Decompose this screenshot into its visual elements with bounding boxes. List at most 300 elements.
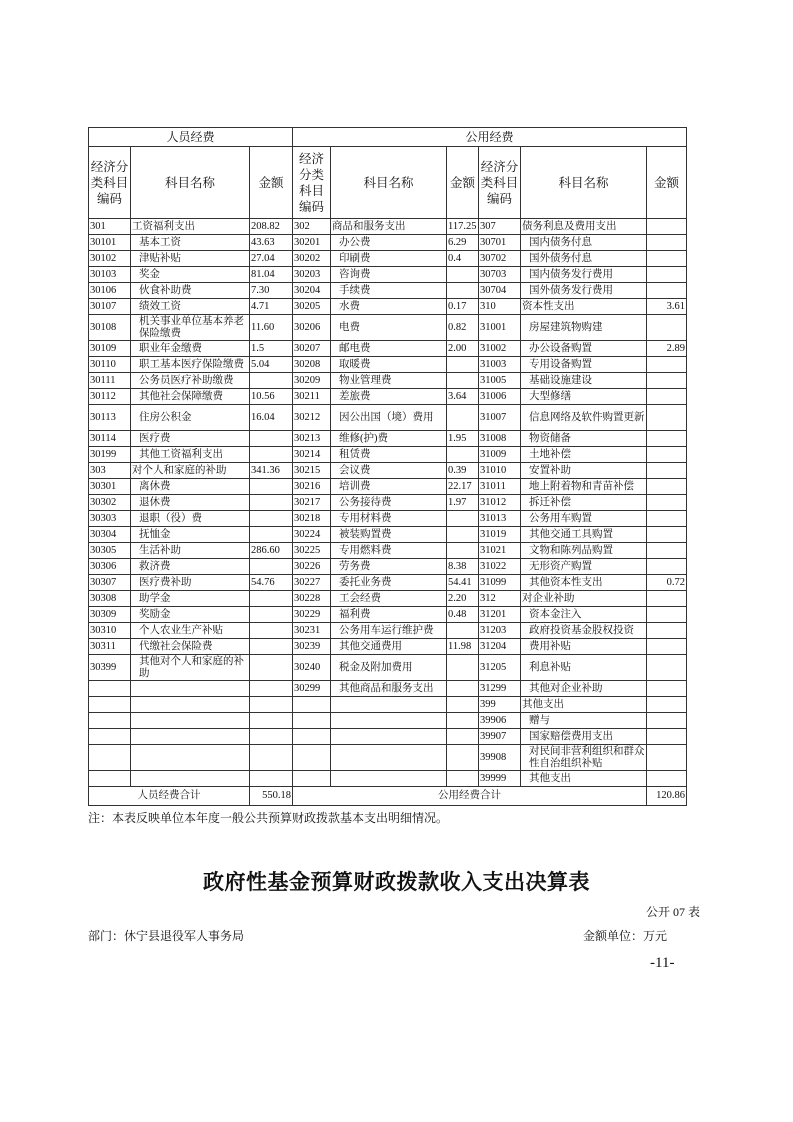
cell-code: 39906 <box>479 713 521 729</box>
table-row <box>89 447 687 463</box>
cell-amount <box>647 681 687 697</box>
cell-amount <box>250 495 293 511</box>
cell-code <box>293 771 331 787</box>
cell-amount <box>647 591 687 607</box>
cell-amount <box>647 357 687 373</box>
table-row <box>89 771 687 787</box>
cell-code: 31006 <box>479 389 521 405</box>
cell-amount <box>250 745 293 771</box>
cell-amount <box>647 267 687 283</box>
header-name: 科目名称 <box>331 147 447 219</box>
cell-code: 30304 <box>89 527 131 543</box>
table-row <box>89 299 687 315</box>
cell-code: 30399 <box>89 655 131 681</box>
cell-name: 咨询费 <box>331 267 447 283</box>
cell-name: 其他支出 <box>521 697 647 713</box>
cell-code <box>89 697 131 713</box>
table-row <box>89 283 687 299</box>
cell-amount <box>250 447 293 463</box>
table-row <box>89 607 687 623</box>
cell-name: 房屋建筑物购建 <box>521 315 647 341</box>
table-row <box>89 315 687 341</box>
cell-code: 31007 <box>479 405 521 431</box>
cell-name <box>331 697 447 713</box>
cell-amount <box>250 591 293 607</box>
cell-code: 30224 <box>293 527 331 543</box>
cell-name: 委托业务费 <box>331 575 447 591</box>
header-amount: 金额 <box>647 147 687 219</box>
cell-code <box>89 745 131 771</box>
cell-amount: 0.72 <box>647 575 687 591</box>
cell-code: 31021 <box>479 543 521 559</box>
cell-amount <box>647 527 687 543</box>
cell-code: 31003 <box>479 357 521 373</box>
cell-amount <box>647 235 687 251</box>
cell-amount <box>647 463 687 479</box>
cell-name: 手续费 <box>331 283 447 299</box>
cell-name: 福利费 <box>331 607 447 623</box>
cell-name: 救济费 <box>131 559 250 575</box>
header-name: 科目名称 <box>131 147 250 219</box>
cell-amount <box>250 431 293 447</box>
cell-amount <box>647 655 687 681</box>
cell-code: 30209 <box>293 373 331 389</box>
amount-unit-label: 金额单位：万元 <box>583 929 668 943</box>
cell-amount <box>447 527 479 543</box>
cell-name: 税金及附加费用 <box>331 655 447 681</box>
cell-code: 30704 <box>479 283 521 299</box>
group-header-public: 公用经费 <box>293 128 687 147</box>
cell-name: 工资福利支出 <box>131 219 250 235</box>
cell-code: 30102 <box>89 251 131 267</box>
total-personnel-amount: 550.18 <box>250 787 293 806</box>
cell-amount: 208.82 <box>250 219 293 235</box>
cell-code: 31012 <box>479 495 521 511</box>
cell-amount <box>250 713 293 729</box>
cell-amount <box>647 389 687 405</box>
cell-code: 30218 <box>293 511 331 527</box>
cell-amount: 22.17 <box>447 479 479 495</box>
cell-code: 30214 <box>293 447 331 463</box>
cell-code: 30229 <box>293 607 331 623</box>
cell-code: 301 <box>89 219 131 235</box>
cell-amount <box>647 697 687 713</box>
cell-code: 30703 <box>479 267 521 283</box>
cell-name: 对个人和家庭的补助 <box>131 463 250 479</box>
cell-name: 地上附着物和青苗补偿 <box>521 479 647 495</box>
cell-amount <box>250 655 293 681</box>
cell-name: 基础设施建设 <box>521 373 647 389</box>
cell-code: 31011 <box>479 479 521 495</box>
table-row <box>89 713 687 729</box>
cell-name: 公务用车购置 <box>521 511 647 527</box>
cell-name: 电费 <box>331 315 447 341</box>
cell-amount: 0.48 <box>447 607 479 623</box>
cell-name <box>331 745 447 771</box>
cell-name: 办公费 <box>331 235 447 251</box>
cell-name: 被装购置费 <box>331 527 447 543</box>
cell-code: 30226 <box>293 559 331 575</box>
cell-amount <box>250 511 293 527</box>
table-row <box>89 405 687 431</box>
cell-amount <box>647 771 687 787</box>
cell-amount <box>250 681 293 697</box>
table-row <box>89 431 687 447</box>
table-row <box>89 559 687 575</box>
cell-code: 30217 <box>293 495 331 511</box>
cell-code: 312 <box>479 591 521 607</box>
table-row <box>89 341 687 357</box>
cell-name: 租赁费 <box>331 447 447 463</box>
cell-name: 信息网络及软件购置更新 <box>521 405 647 431</box>
cell-name: 文物和陈列品购置 <box>521 543 647 559</box>
cell-name: 拆迁补偿 <box>521 495 647 511</box>
cell-name: 维修(护)费 <box>331 431 447 447</box>
header-code: 经济分类科目编码 <box>89 147 131 219</box>
cell-amount <box>250 771 293 787</box>
cell-code: 31099 <box>479 575 521 591</box>
cell-amount <box>447 771 479 787</box>
cell-name <box>131 745 250 771</box>
cell-code: 30108 <box>89 315 131 341</box>
cell-code: 30107 <box>89 299 131 315</box>
cell-code: 30309 <box>89 607 131 623</box>
cell-amount <box>647 219 687 235</box>
cell-code: 31201 <box>479 607 521 623</box>
cell-name: 安置补助 <box>521 463 647 479</box>
cell-code: 30205 <box>293 299 331 315</box>
cell-amount <box>647 607 687 623</box>
cell-amount: 54.41 <box>447 575 479 591</box>
department-label: 部门：休宁县退役军人事务局 <box>88 929 245 943</box>
cell-code: 30110 <box>89 357 131 373</box>
cell-name: 邮电费 <box>331 341 447 357</box>
cell-amount: 3.61 <box>647 299 687 315</box>
cell-code: 31005 <box>479 373 521 389</box>
page-number: -11- <box>650 955 675 971</box>
cell-name: 办公设备购置 <box>521 341 647 357</box>
table-row <box>89 729 687 745</box>
basic-expenditure-table <box>88 127 687 806</box>
cell-amount: 0.39 <box>447 463 479 479</box>
cell-code: 30310 <box>89 623 131 639</box>
cell-name: 其他交通工具购置 <box>521 527 647 543</box>
cell-code <box>293 745 331 771</box>
cell-amount <box>647 431 687 447</box>
cell-code: 30106 <box>89 283 131 299</box>
cell-code: 31010 <box>479 463 521 479</box>
cell-code <box>89 681 131 697</box>
cell-amount: 1.95 <box>447 431 479 447</box>
cell-name: 退休费 <box>131 495 250 511</box>
cell-code: 310 <box>479 299 521 315</box>
cell-name: 个人农业生产补贴 <box>131 623 250 639</box>
cell-name: 其他支出 <box>521 771 647 787</box>
cell-amount: 11.98 <box>447 639 479 655</box>
cell-code: 30303 <box>89 511 131 527</box>
cell-name: 专用设备购置 <box>521 357 647 373</box>
cell-name: 赠与 <box>521 713 647 729</box>
cell-amount: 2.89 <box>647 341 687 357</box>
cell-name: 印刷费 <box>331 251 447 267</box>
cell-code: 30307 <box>89 575 131 591</box>
cell-code <box>293 713 331 729</box>
cell-name: 医疗费补助 <box>131 575 250 591</box>
cell-name: 国外债务发行费用 <box>521 283 647 299</box>
cell-code: 30305 <box>89 543 131 559</box>
cell-amount <box>250 639 293 655</box>
cell-name: 对企业补助 <box>521 591 647 607</box>
cell-code: 31013 <box>479 511 521 527</box>
table-row <box>89 745 687 771</box>
cell-name: 专用燃料费 <box>331 543 447 559</box>
cell-code: 30701 <box>479 235 521 251</box>
cell-amount <box>447 623 479 639</box>
cell-code: 30112 <box>89 389 131 405</box>
cell-name <box>331 771 447 787</box>
cell-amount <box>447 447 479 463</box>
cell-code: 30208 <box>293 357 331 373</box>
header-name: 科目名称 <box>521 147 647 219</box>
cell-name: 政府投资基金股权投资 <box>521 623 647 639</box>
group-header-personnel: 人员经费 <box>89 128 293 147</box>
header-code: 经济分类科目编码 <box>293 147 331 219</box>
cell-amount <box>250 527 293 543</box>
cell-amount <box>447 745 479 771</box>
cell-code: 30199 <box>89 447 131 463</box>
table-row <box>89 591 687 607</box>
table-row <box>89 655 687 681</box>
cell-amount: 6.29 <box>447 235 479 251</box>
cell-name: 国家赔偿费用支出 <box>521 729 647 745</box>
cell-amount: 286.60 <box>250 543 293 559</box>
table-row <box>89 495 687 511</box>
cell-amount <box>250 623 293 639</box>
cell-amount: 10.56 <box>250 389 293 405</box>
cell-name <box>131 681 250 697</box>
cell-amount <box>447 681 479 697</box>
cell-amount: 8.38 <box>447 559 479 575</box>
cell-name: 助学金 <box>131 591 250 607</box>
cell-amount <box>647 479 687 495</box>
cell-code: 303 <box>89 463 131 479</box>
cell-code: 302 <box>293 219 331 235</box>
cell-name: 公务用车运行维护费 <box>331 623 447 639</box>
cell-name: 费用补贴 <box>521 639 647 655</box>
cell-amount: 27.04 <box>250 251 293 267</box>
cell-amount <box>250 607 293 623</box>
cell-amount <box>647 405 687 431</box>
cell-name: 因公出国（境）费用 <box>331 405 447 431</box>
cell-name: 职工基本医疗保险缴费 <box>131 357 250 373</box>
table-row <box>89 527 687 543</box>
cell-code: 30231 <box>293 623 331 639</box>
cell-code: 30215 <box>293 463 331 479</box>
total-public-amount: 120.86 <box>647 787 687 806</box>
cell-code: 31001 <box>479 315 521 341</box>
cell-name: 公务接待费 <box>331 495 447 511</box>
cell-code: 31008 <box>479 431 521 447</box>
table-row <box>89 235 687 251</box>
cell-amount: 4.71 <box>250 299 293 315</box>
cell-name: 医疗费 <box>131 431 250 447</box>
cell-code <box>293 729 331 745</box>
cell-name: 其他商品和服务支出 <box>331 681 447 697</box>
cell-amount <box>647 543 687 559</box>
total-public-label: 公用经费合计 <box>293 787 647 806</box>
cell-code: 30225 <box>293 543 331 559</box>
cell-name: 其他交通费用 <box>331 639 447 655</box>
cell-name <box>131 713 250 729</box>
table-row <box>89 479 687 495</box>
cell-code: 30239 <box>293 639 331 655</box>
table-note: 注：本表反映单位本年度一般公共预算财政拨款基本支出明细情况。 <box>88 811 449 825</box>
cell-code: 30109 <box>89 341 131 357</box>
department-line <box>88 928 700 944</box>
cell-code: 30212 <box>293 405 331 431</box>
table-row <box>89 463 687 479</box>
table-row <box>89 251 687 267</box>
cell-amount <box>647 495 687 511</box>
cell-amount <box>447 357 479 373</box>
cell-code: 31019 <box>479 527 521 543</box>
cell-code: 30201 <box>293 235 331 251</box>
cell-name: 对民间非营利组织和群众性自治组织补贴 <box>521 745 647 771</box>
cell-amount <box>447 543 479 559</box>
cell-name: 津贴补贴 <box>131 251 250 267</box>
table-row <box>89 575 687 591</box>
cell-amount: 7.30 <box>250 283 293 299</box>
cell-name: 其他社会保障缴费 <box>131 389 250 405</box>
cell-name: 绩效工资 <box>131 299 250 315</box>
cell-code: 30114 <box>89 431 131 447</box>
cell-name: 其他对企业补助 <box>521 681 647 697</box>
table-row <box>89 681 687 697</box>
cell-name: 离休费 <box>131 479 250 495</box>
cell-code: 30111 <box>89 373 131 389</box>
cell-name: 机关事业单位基本养老保险缴费 <box>131 315 250 341</box>
cell-name: 公务员医疗补助缴费 <box>131 373 250 389</box>
cell-name: 其他资本性支出 <box>521 575 647 591</box>
cell-amount: 1.5 <box>250 341 293 357</box>
cell-amount <box>647 373 687 389</box>
cell-name <box>331 713 447 729</box>
table-row <box>89 511 687 527</box>
cell-name <box>131 729 250 745</box>
cell-amount <box>447 405 479 431</box>
cell-name: 退职（役）费 <box>131 511 250 527</box>
cell-code: 39999 <box>479 771 521 787</box>
cell-amount: 0.82 <box>447 315 479 341</box>
cell-name: 国外债务付息 <box>521 251 647 267</box>
cell-code: 399 <box>479 697 521 713</box>
table-row <box>89 267 687 283</box>
cell-name: 大型修缮 <box>521 389 647 405</box>
cell-code: 30103 <box>89 267 131 283</box>
header-code: 经济分类科目编码 <box>479 147 521 219</box>
cell-code: 30301 <box>89 479 131 495</box>
cell-code: 307 <box>479 219 521 235</box>
cell-code: 30206 <box>293 315 331 341</box>
cell-name: 资本金注入 <box>521 607 647 623</box>
cell-amount <box>250 479 293 495</box>
cell-name: 生活补助 <box>131 543 250 559</box>
cell-code: 30302 <box>89 495 131 511</box>
cell-code: 30204 <box>293 283 331 299</box>
cell-code: 39907 <box>479 729 521 745</box>
cell-amount: 11.60 <box>250 315 293 341</box>
cell-code: 31204 <box>479 639 521 655</box>
cell-name: 债务利息及费用支出 <box>521 219 647 235</box>
cell-name: 利息补贴 <box>521 655 647 681</box>
cell-amount: 16.04 <box>250 405 293 431</box>
cell-code: 31022 <box>479 559 521 575</box>
cell-amount: 0.4 <box>447 251 479 267</box>
cell-code: 31205 <box>479 655 521 681</box>
cell-amount <box>647 315 687 341</box>
cell-name: 资本性支出 <box>521 299 647 315</box>
cell-amount <box>447 511 479 527</box>
cell-code: 30211 <box>293 389 331 405</box>
cell-name: 物资储备 <box>521 431 647 447</box>
table-row <box>89 373 687 389</box>
cell-name: 差旅费 <box>331 389 447 405</box>
cell-name: 水费 <box>331 299 447 315</box>
cell-name: 土地补偿 <box>521 447 647 463</box>
table-body <box>89 219 687 787</box>
cell-code: 30101 <box>89 235 131 251</box>
table-row <box>89 623 687 639</box>
cell-name: 商品和服务支出 <box>331 219 447 235</box>
cell-amount: 0.17 <box>447 299 479 315</box>
cell-code: 30228 <box>293 591 331 607</box>
cell-name: 奖金 <box>131 267 250 283</box>
cell-code: 30299 <box>293 681 331 697</box>
cell-name: 国内债务发行费用 <box>521 267 647 283</box>
cell-amount: 5.04 <box>250 357 293 373</box>
cell-code: 30203 <box>293 267 331 283</box>
cell-amount <box>647 745 687 771</box>
cell-name: 取暖费 <box>331 357 447 373</box>
cell-amount <box>250 729 293 745</box>
cell-amount: 2.00 <box>447 341 479 357</box>
cell-name: 抚恤金 <box>131 527 250 543</box>
cell-amount <box>647 729 687 745</box>
cell-amount <box>647 283 687 299</box>
cell-code <box>89 729 131 745</box>
cell-name: 伙食补助费 <box>131 283 250 299</box>
cell-name: 工会经费 <box>331 591 447 607</box>
table-row <box>89 639 687 655</box>
table-row <box>89 357 687 373</box>
cell-name: 基本工资 <box>131 235 250 251</box>
cell-amount: 3.64 <box>447 389 479 405</box>
cell-amount <box>447 283 479 299</box>
cell-code: 30240 <box>293 655 331 681</box>
cell-amount: 117.25 <box>447 219 479 235</box>
table-row <box>89 219 687 235</box>
cell-amount <box>647 251 687 267</box>
cell-amount: 43.63 <box>250 235 293 251</box>
cell-amount: 54.76 <box>250 575 293 591</box>
cell-code: 31203 <box>479 623 521 639</box>
cell-amount <box>447 373 479 389</box>
cell-code: 30306 <box>89 559 131 575</box>
cell-name: 其他工资福利支出 <box>131 447 250 463</box>
cell-code <box>293 697 331 713</box>
cell-amount: 341.36 <box>250 463 293 479</box>
cell-code: 30113 <box>89 405 131 431</box>
